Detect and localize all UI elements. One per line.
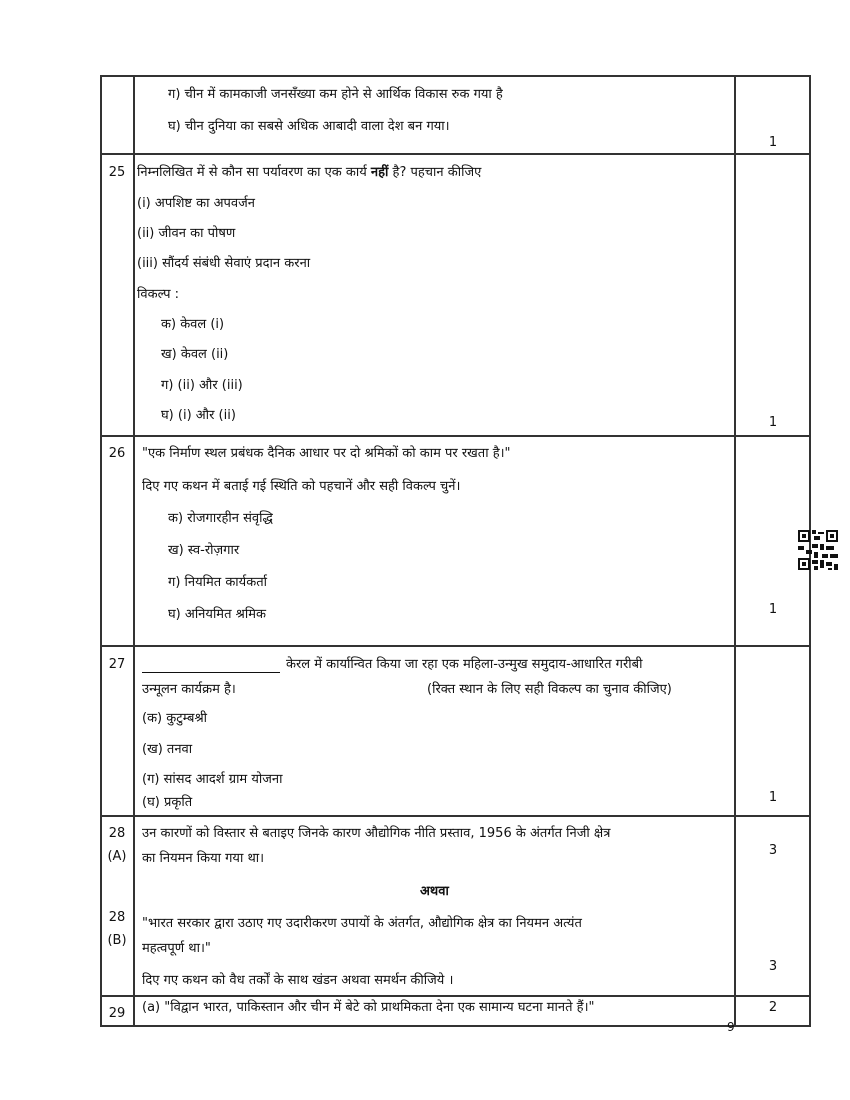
column-divider: [133, 75, 135, 1026]
fill-in-blank: [142, 660, 280, 673]
question-number: 25: [108, 165, 126, 180]
row-divider: [100, 645, 811, 647]
question-number: 29: [108, 1006, 126, 1021]
marks: 2: [768, 1000, 778, 1015]
question-instruction: दिए गए कथन में बताई गई स्थिति को पहचानें और सही विकल्प चुनें।: [142, 479, 461, 494]
column-divider: [734, 75, 736, 1026]
option: (ख) तनवा: [142, 742, 193, 757]
question-text-part: निम्नलिखित में से कौन सा पर्यावरण का एक कार्य: [137, 165, 371, 180]
question-label: (B): [107, 933, 127, 948]
option: घ) (i) और (ii): [161, 408, 236, 423]
option: घ) चीन दुनिया का सबसे अधिक आबादी वाला देश बन गया।: [168, 119, 450, 134]
question-text: [137, 165, 481, 181]
option: (घ) प्रकृति: [142, 795, 193, 810]
question-number: 28: [108, 826, 126, 841]
question-number: 27: [108, 657, 126, 672]
option: ग) चीन में कामकाजी जनसँख्या कम होने से आर्थिक विकास रुक गया है: [168, 87, 503, 102]
option: ख) स्व-रोज़गार: [168, 543, 240, 558]
table-border: [100, 75, 811, 77]
question-text-part: केरल में कार्यान्वित किया जा रहा एक महिला-उन्मुख समुदाय-आधारित गरीबी: [286, 657, 643, 672]
item: (i) अपशिष्ट का अपवर्जन: [137, 196, 256, 211]
option: ग) (ii) और (iii): [161, 378, 243, 393]
row-divider: [100, 153, 811, 155]
page-number: 9: [727, 1020, 735, 1034]
table-border: [100, 75, 102, 1026]
item: (iii) सौंदर्य संबंधी सेवाएं प्रदान करना: [137, 256, 311, 271]
question-quote: "एक निर्माण स्थल प्रबंधक दैनिक आधार पर दो श्रमिकों को काम पर रखता है।": [142, 446, 511, 461]
question-number: 28: [108, 910, 126, 925]
question-hint: (रिक्त स्थान के लिए सही विकल्प का चुनाव कीजिए): [427, 682, 672, 697]
options-label: विकल्प :: [137, 287, 180, 302]
marks: 1: [768, 135, 778, 150]
question-text-part: है? पहचान कीजिए: [388, 165, 482, 180]
item: (ii) जीवन का पोषण: [137, 226, 236, 241]
question-text: उन कारणों को विस्तार से बताइए जिनके कारण औद्योगिक नीति प्रस्ताव, 1956 के अंतर्गत निजी क्षेत्र: [142, 826, 611, 841]
marks: 1: [768, 790, 778, 805]
question-text: दिए गए कथन को वैध तर्कों के साथ खंडन अथवा समर्थन कीजिये ।: [142, 973, 454, 988]
row-divider: [100, 995, 811, 997]
marks: 1: [768, 602, 778, 617]
question-text: का नियमन किया गया था।: [142, 851, 265, 866]
marks: 1: [768, 415, 778, 430]
option: (ग) सांसद आदर्श ग्राम योजना: [142, 772, 283, 787]
option: ग) नियमित कार्यकर्ता: [168, 575, 267, 590]
emphasis: नहीं: [370, 165, 389, 180]
qr-code-icon: [798, 530, 838, 570]
marks: 3: [768, 959, 778, 974]
option: (क) कुटुम्बश्री: [142, 711, 208, 726]
or-separator: अथवा: [420, 884, 449, 899]
option: ख) केवल (ii): [161, 347, 229, 362]
marks: 3: [768, 843, 778, 858]
option: घ) अनियमित श्रमिक: [168, 607, 266, 622]
question-text: उन्मूलन कार्यक्रम है।: [142, 682, 236, 697]
question-text: महत्वपूर्ण था।": [142, 941, 211, 956]
option: क) रोजगारहीन संवृद्धि: [168, 511, 273, 526]
question-text: "भारत सरकार द्वारा उठाए गए उदारीकरण उपायों के अंतर्गत, औद्योगिक क्षेत्र का नियमन अत्यंत: [142, 916, 582, 931]
question-text: [142, 657, 642, 673]
row-divider: [100, 435, 811, 437]
table-border: [100, 1025, 811, 1027]
option: क) केवल (i): [161, 317, 225, 332]
question-label: (A): [107, 849, 127, 864]
question-text: (a) "विद्वान भारत, पाकिस्तान और चीन में बेटे को प्राथमिकता देना एक सामान्य घटना मानते हैं।": [142, 1000, 595, 1015]
row-divider: [100, 815, 811, 817]
question-number: 26: [108, 446, 126, 461]
